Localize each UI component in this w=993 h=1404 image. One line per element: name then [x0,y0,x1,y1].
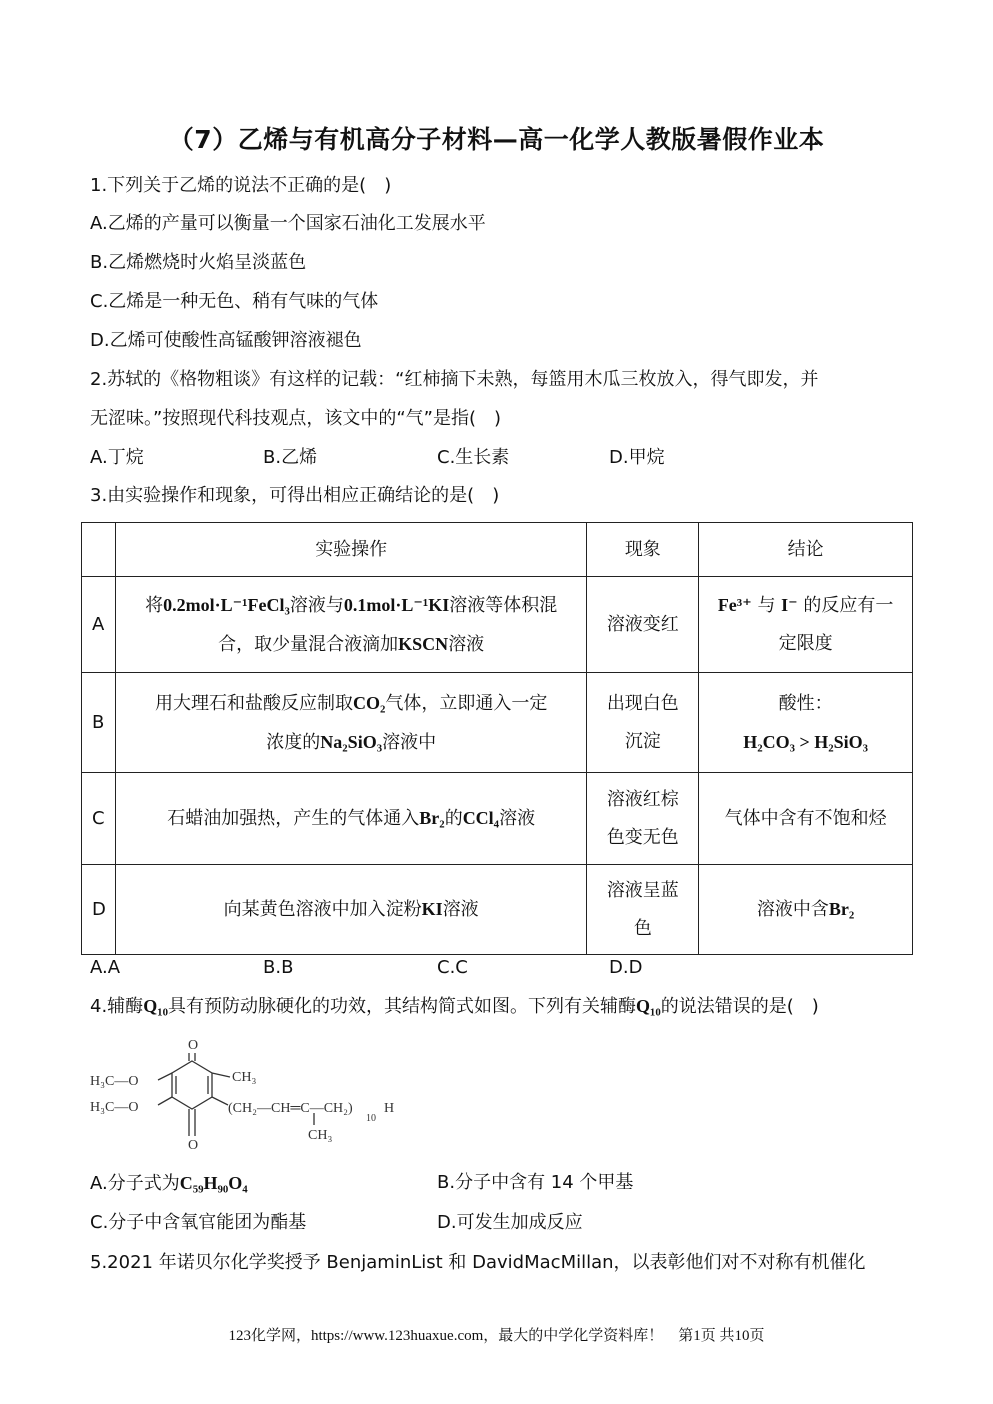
q1-option-a: A.乙烯的产量可以衡量一个国家石油化工发展水平 [90,213,486,234]
q4-option-d: D.可发生加成反应 [437,1212,583,1233]
structure-branch-methyl: CH₃ [308,1128,333,1143]
page-title: （7）乙烯与有机高分子材料—高一化学人教版暑假作业本 [168,125,825,154]
table-row [82,577,913,673]
q2-option-b: B.乙烯 [263,447,318,468]
q5-stem: 5.2021 年诺贝尔化学奖授予 BenjaminList 和 DavidMacMillan，以表彰他们对不对称有机催化 [90,1252,866,1273]
structure-carbonyl-o-top: O [188,1038,199,1053]
experiment-table [81,522,913,955]
q4-option-c: C.分子中含氧官能团为酯基 [90,1212,307,1233]
q1-stem: 1.下列关于乙烯的说法不正确的是( ) [90,175,392,196]
q1-option-d: D.乙烯可使酸性高锰酸钾溶液褪色 [90,330,362,351]
q2-stem-line1: 2.苏轼的《格物粗谈》有这样的记载：“红柿摘下未熟，每篮用木瓜三枚放入，得气即发，并 [90,369,819,390]
structure-methoxy-1: H₃C—O [90,1074,139,1089]
row-label: A [82,577,116,673]
row-phenomenon: 溶液变红 [587,577,699,673]
structure-repeat-count: 10 [366,1113,376,1124]
row-conclusion: 溶液中含Br₂ [699,865,913,955]
structure-terminal-h: H [384,1101,395,1116]
row-conclusion: Fe³⁺ 与 I⁻ 的反应有一 定限度 [699,577,913,673]
structure-side-chain: (CH₂—CH═C—CH₂) [228,1101,353,1116]
row-phenomenon: 溶液红棕 色变无色 [587,773,699,865]
row-label: D [82,865,116,955]
row-operation: 用大理石和盐酸反应制取CO₂气体，立即通入一定 浓度的Na₂SiO₃溶液中 [115,673,586,773]
q3-option-c: C.C [437,957,468,978]
row-operation: 将0.2mol·L⁻¹FeCl₃溶液与0.1mol·L⁻¹KI溶液等体积混 合，取少量混合液滴加KSCN溶液 [115,577,586,673]
table-row [82,865,913,955]
row-operation: 石蜡油加强热，产生的气体通入Br₂的CCl₄溶液 [115,773,586,865]
q3-option-b: B.B [263,957,294,978]
row-label: B [82,673,116,773]
structure-carbonyl-o-bottom: O [188,1138,199,1153]
table-header-conclusion: 结论 [699,523,913,577]
coenzyme-q10-structure [88,1035,408,1155]
row-conclusion: 酸性： H₂CO₃ > H₂SiO₃ [699,673,913,773]
row-phenomenon: 出现白色 沉淀 [587,673,699,773]
q1-option-c: C.乙烯是一种无色、稍有气味的气体 [90,291,379,312]
table-header-corner [82,523,116,577]
q2-option-a: A.丁烷 [90,447,144,468]
structure-methoxy-2: H₃C—O [90,1100,139,1115]
q1-option-b: B.乙烯燃烧时火焰呈淡蓝色 [90,252,307,273]
table-header-operation: 实验操作 [115,523,586,577]
page-footer: 123化学网，https://www.123huaxue.com，最大的中学化学资料库！ 第1页 共10页 [228,1328,765,1344]
q4-stem: 4.辅酶Q₁₀具有预防动脉硬化的功效，其结构简式如图。下列有关辅酶Q₁₀的说法错误的是( ) [90,996,819,1017]
q2-option-c: C.生长素 [437,447,510,468]
row-operation: 向某黄色溶液中加入淀粉KI溶液 [115,865,586,955]
q4-option-a: A.分子式为C₅₉H₉₀O₄ [90,1173,248,1194]
q3-stem: 3.由实验操作和现象，可得出相应正确结论的是( ) [90,485,500,506]
row-conclusion: 气体中含有不饱和烃 [699,773,913,865]
q2-stem-line2: 无涩味。”按照现代科技观点，该文中的“气”是指( ) [90,408,502,429]
q3-option-a: A.A [90,957,121,978]
row-label: C [82,773,116,865]
q4-option-b: B.分子中含有 14 个甲基 [437,1172,634,1193]
structure-methyl: CH₃ [232,1070,257,1085]
table-row [82,773,913,865]
q2-option-d: D.甲烷 [609,447,665,468]
row-phenomenon: 溶液呈蓝 色 [587,865,699,955]
table-row [82,673,913,773]
table-header-row [82,523,913,577]
table-header-phenomenon: 现象 [587,523,699,577]
q3-option-d: D.D [609,957,643,978]
